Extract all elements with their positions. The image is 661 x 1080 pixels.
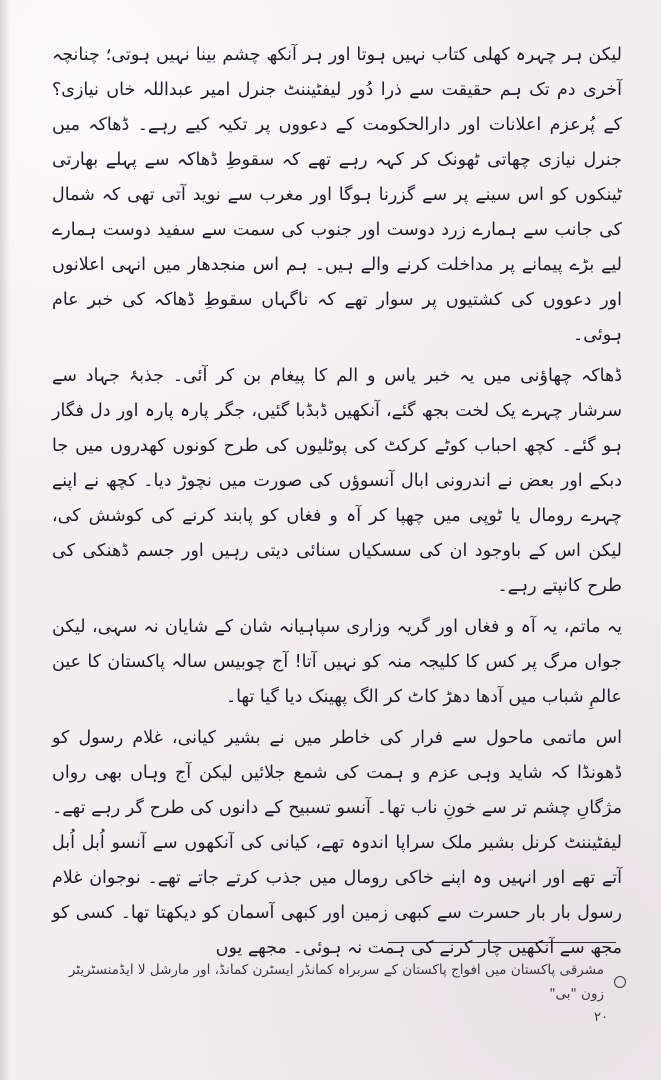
paragraph-2: ڈھاکہ چھاؤنی میں یہ خبر یاس و الم کا پیغام بن کر آئی۔ جذبۂ جہاد سے سرشار چہرے یک لخت بجھ گئے، آنکھیں ڈبڈبا گئیں، جگر پارہ پارہ اور دل فگار ہو گئے۔ کچھ احباب کوٹے کرکٹ کی پوٹلیوں کی طرح کونوں کھدروں میں جا دبکے اور بعض نے اندرونی ابال آنسوؤں کی صورت میں نچوڑ دیا۔ کچھ نے اپنے چہرے رومال یا ٹوپی میں چھپا کر آہ و فغاں کو پابند کرنے کی کوشش کی، لیکن اس کے باوجود ان کی سسکیاں سنائی دیتی رہیں اور جسم ڈھنکی کی طرح کانپتے رہے۔ [52,366,622,596]
paragraph-3: یہ ماتم، یہ آہ و فغاں اور گریہ وزاری سپاہیانہ شان کے شایان نہ سہی، لیکن جواں مرگ پر کس کا کلیجہ منہ کو نہیں آتا! آج چوبیس سالہ پاکستان کا عین عالمِ شباب میں آدھا دھڑ کاٹ کر الگ پھینک دیا گیا تھا۔ [52,617,622,707]
footnote [60,958,626,1006]
page-edge-shadow [0,0,10,1080]
paragraph-4: اس ماتمی ماحول سے فرار کی خاطر میں نے بشیر کیانی، غلام رسول کو ڈھونڈا کہ شاید وہی عزم و ہمت کی شمع جلائیں لیکن آج وہاں بھی رواں مژگاںِ چشم تر سے خونِ ناب تھا۔ آنسو تسبیح کے دانوں کی طرح گر رہے تھے۔ لیفٹیننٹ کرنل بشیر ملک سراپا اندوہ تھے، کیانی کی آنکھوں سے آنسو اُبل اُبل آتے تھے اور انہیں وہ اپنے خاکی رومال میں جذب کرتے جاتے تھے۔ نوجوان غلام رسول بار بار حسرت سے کبھی زمین اور کبھی آسمان کو دیکھتا تھا۔ کسی کو مجھ سے آنکھیں چار کرنے کی ہمت نہ ہوئی۔ مجھے یوں [52,728,622,958]
body-text [52,38,622,966]
footnote-circle-icon [614,976,626,988]
footnote-text: مشرقی پاکستان میں افواج پاکستان کے سربراہ کمانڈر ایسٹرن کمانڈ، اور مارشل لا ایڈمنسٹریٹر زون "بی" [68,962,604,1002]
footnote-divider [388,942,616,943]
paragraph-1: لیکن ہر چہرہ کھلی کتاب نہیں ہوتا اور ہر آنکھ چشم بینا نہیں ہوتی؛ چنانچہ آخری دم تک ہم حقیقت سے ذرا دُور لیفٹیننٹ جنرل امیر عبداللہ خاں نیازی؟ کے پُرعزم اعلانات اور دارالحکومت کے دعووں پر تکیہ کیے رہے۔ ڈھاکہ میں جنرل نیازی چھاتی ٹھونک کر کہہ رہے تھے کہ سقوطِ ڈھاکہ سے پہلے بھارتی ٹینکوں کو اس سینے پر سے گزرنا ہوگا اور مغرب سے نوید آتی تھی کہ شمال کی جانب سے ہمارے زرد دوست اور جنوب کی سمت سے سفید دوست ہمارے لیے بڑے پیمانے پر مداخلت کرنے والے ہیں۔ ہم اس منجدھار میں انہی اعلانوں اور دعووں کی کشتیوں پر سوار تھے کہ ناگہاں سقوطِ ڈھاکہ کی خبر عام ہوئی۔ [52,45,622,345]
page-number: ۲۰ [594,1010,608,1025]
